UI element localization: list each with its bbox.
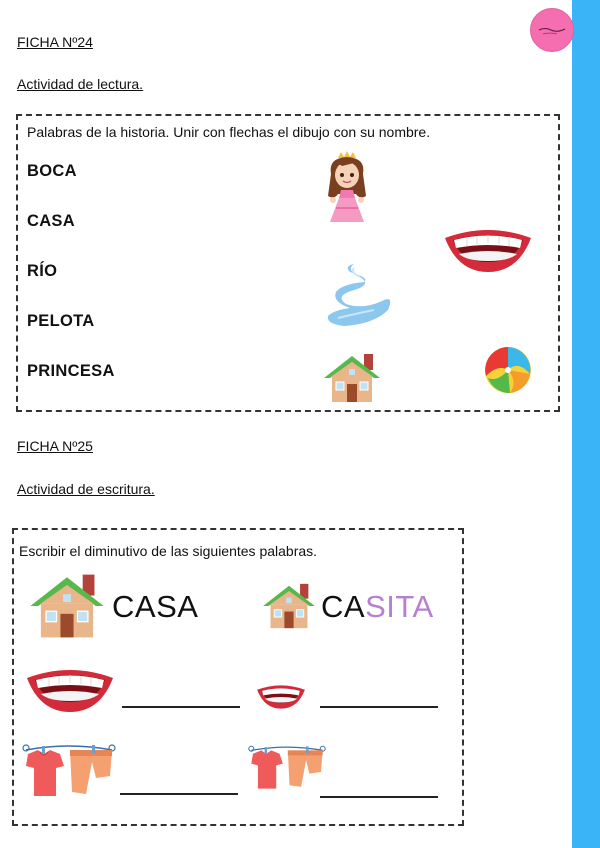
answer-line[interactable] xyxy=(122,706,240,708)
word-boca: BOCA xyxy=(27,162,77,180)
mouth-icon xyxy=(24,668,116,714)
example-answer xyxy=(321,589,434,625)
ficha25-title: FICHA Nº25 xyxy=(17,438,93,454)
answer-line[interactable] xyxy=(120,793,238,795)
clothesline-icon xyxy=(248,742,326,792)
mouth-icon xyxy=(443,228,533,274)
ficha25-instruction: Escribir el diminutivo de las siguientes palabras. xyxy=(19,543,318,559)
side-color-bar xyxy=(572,0,600,848)
word-pelota: PELOTA xyxy=(27,312,95,330)
river-icon xyxy=(324,262,394,328)
house-icon xyxy=(26,572,108,640)
ficha24-instruction: Palabras de la historia. Unir con flechas el dibujo con su nombre. xyxy=(27,124,431,140)
mouth-icon xyxy=(256,684,306,710)
clothesline-icon xyxy=(22,740,116,800)
example-answer-root: CA xyxy=(321,589,366,624)
brand-logo xyxy=(530,8,574,52)
house-icon xyxy=(322,352,382,404)
word-rio: RÍO xyxy=(27,262,58,280)
ficha24-title: FICHA Nº24 xyxy=(17,34,93,50)
word-princesa: PRINCESA xyxy=(27,362,115,380)
ficha25-subtitle: Actividad de escritura. xyxy=(17,481,155,497)
princess-icon xyxy=(320,150,374,224)
beach-ball-icon xyxy=(484,346,532,394)
ficha24-subtitle: Actividad de lectura. xyxy=(17,76,144,92)
answer-line[interactable] xyxy=(320,706,438,708)
example-answer-suffix: SITA xyxy=(365,589,434,624)
answer-line[interactable] xyxy=(320,796,438,798)
word-casa: CASA xyxy=(27,212,75,230)
house-icon xyxy=(261,582,317,630)
example-word: CASA xyxy=(112,589,199,624)
